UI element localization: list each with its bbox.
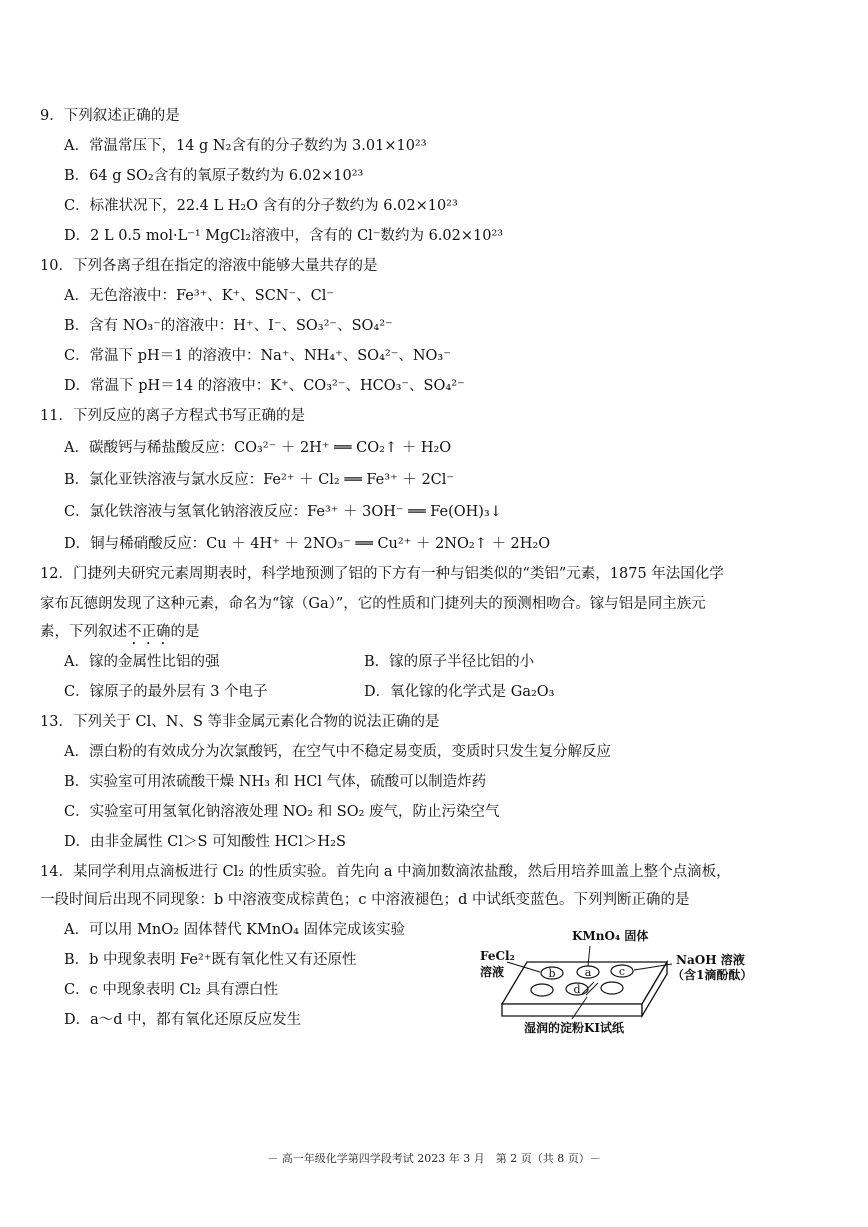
q12-line-3-post: 的是: [170, 624, 200, 640]
label-naoh-phenolphthalein: （含1滴酚酞）: [672, 968, 753, 982]
q9-option-b: B．64 g SO₂含有的氧原子数约为 6.02×10²³: [64, 168, 364, 184]
label-naoh: NaOH 溶液: [676, 953, 745, 967]
q12-option-d: D．氧化镓的化学式是 Ga₂O₃: [364, 684, 555, 700]
q12-line-3-pre: 素，下列叙述: [40, 624, 127, 640]
q14-option-d: D．a～d 中，都有氧化还原反应发生: [64, 1012, 302, 1028]
q10-option-d: D．常温下 pH＝14 的溶液中：K⁺、CO₃²⁻、HCO₃⁻、SO₄²⁻: [64, 378, 465, 394]
q13-option-c: C．实验室可用氢氧化钠溶液处理 NO₂ 和 SO₂ 废气，防止污染空气: [64, 804, 500, 820]
label-c: c: [618, 965, 626, 978]
q9-stem: 9．下列叙述正确的是: [40, 108, 180, 124]
q11-option-d: D．铜与稀硝酸反应：Cu ＋ 4H⁺ ＋ 2NO₃⁻ ══ Cu²⁺ ＋ 2NO₂↑ ＋ 2H₂O: [64, 536, 551, 552]
q13-stem: 13．下列关于 Cl、N、S 等非金属元素化合物的说法正确的是: [40, 714, 440, 730]
q11-option-a: A．碳酸钙与稀盐酸反应：CO₃²⁻ ＋ 2H⁺ ══ CO₂↑ ＋ H₂O: [64, 440, 452, 456]
q10-option-c: C．常温下 pH＝1 的溶液中：Na⁺、NH₄⁺、SO₄²⁻、NO₃⁻: [64, 348, 451, 364]
label-kmno4: KMnO₄ 固体: [572, 929, 649, 943]
q12-option-a: A．镓的金属性比铝的强: [64, 654, 220, 670]
label-fecl2-solution: 溶液: [480, 965, 505, 979]
label-a: a: [584, 966, 592, 979]
q13-option-a: A．漂白粉的有效成分为次氯酸钙，在空气中不稳定易变质，变质时只发生复分解反应: [64, 744, 611, 760]
spot-plate-diagram: [472, 924, 802, 1039]
q9-option-a: A．常温常压下，14 g N₂含有的分子数约为 3.01×10²³: [64, 138, 427, 154]
q9-option-d: D．2 L 0.5 mol·L⁻¹ MgCl₂溶液中，含有的 Cl⁻数约为 6.02×10²³: [64, 228, 504, 244]
q13-option-d: D．由非金属性 Cl＞S 可知酸性 HCl＞H₂S: [64, 834, 346, 850]
q12-line-1: 12．门捷列夫研究元素周期表时，科学地预测了铝的下方有一种与铝类似的“类铝”元素，1875 年法国化学: [40, 566, 724, 582]
q11-option-c: C．氯化铁溶液与氢氧化钠溶液反应：Fe³⁺ ＋ 3OH⁻ ══ Fe(OH)₃↓: [64, 504, 502, 520]
q14-option-c: C．c 中现象表明 Cl₂ 具有漂白性: [64, 982, 279, 998]
label-ki-paper: 湿润的淀粉KI试纸: [524, 1021, 625, 1035]
q12-line-2: 家布瓦德朗发现了这种元素，命名为“镓（Ga）”，它的性质和门捷列夫的预测相吻合。镓与铝是同主族元: [40, 596, 706, 612]
q14-line-2: 一段时间后出现不同现象：b 中溶液变成棕黄色；c 中溶液褪色；d 中试纸变蓝色。下列判断正确的是: [40, 892, 690, 908]
q12-option-c: C．镓原子的最外层有 3 个电子: [64, 684, 268, 700]
q12-emphasis-not-correct: 不正确: [127, 624, 171, 640]
label-fecl2: FeCl₂: [480, 949, 515, 963]
q10-option-b: B．含有 NO₃⁻的溶液中：H⁺、I⁻、SO₃²⁻、SO₄²⁻: [64, 318, 393, 334]
q12-line-3: [40, 622, 200, 648]
label-b: b: [548, 967, 556, 980]
q9-option-c: C．标准状况下，22.4 L H₂O 含有的分子数约为 6.02×10²³: [64, 198, 458, 214]
q11-stem: 11．下列反应的离子方程式书写正确的是: [40, 408, 305, 424]
q13-option-b: B．实验室可用浓硫酸干燥 NH₃ 和 HCl 气体，硫酸可以制造炸药: [64, 774, 487, 790]
plate-front: [502, 1004, 642, 1016]
q11-option-b: B．氯化亚铁溶液与氯水反应：Fe²⁺ ＋ Cl₂ ══ Fe³⁺ ＋ 2Cl⁻: [64, 472, 455, 488]
q14-option-b: B．b 中现象表明 Fe²⁺既有氧化性又有还原性: [64, 952, 357, 968]
page-footer: － 高一年级化学第四学段考试 2023 年 3 月 第 2 页（共 8 页）－: [267, 1152, 601, 1165]
q14-line-1: 14．某同学利用点滴板进行 Cl₂ 的性质实验。首先向 a 中滴加数滴浓盐酸，然后用培养皿盖上整个点滴板，: [40, 864, 731, 880]
q12-option-b: B．镓的原子半径比铝的小: [364, 654, 535, 670]
q10-stem: 10．下列各离子组在指定的溶液中能够大量共存的是: [40, 258, 378, 274]
q14-option-a: A．可以用 MnO₂ 固体替代 KMnO₄ 固体完成该实验: [64, 922, 406, 938]
label-d: d: [573, 983, 581, 996]
q10-option-a: A．无色溶液中：Fe³⁺、K⁺、SCN⁻、Cl⁻: [64, 288, 335, 304]
